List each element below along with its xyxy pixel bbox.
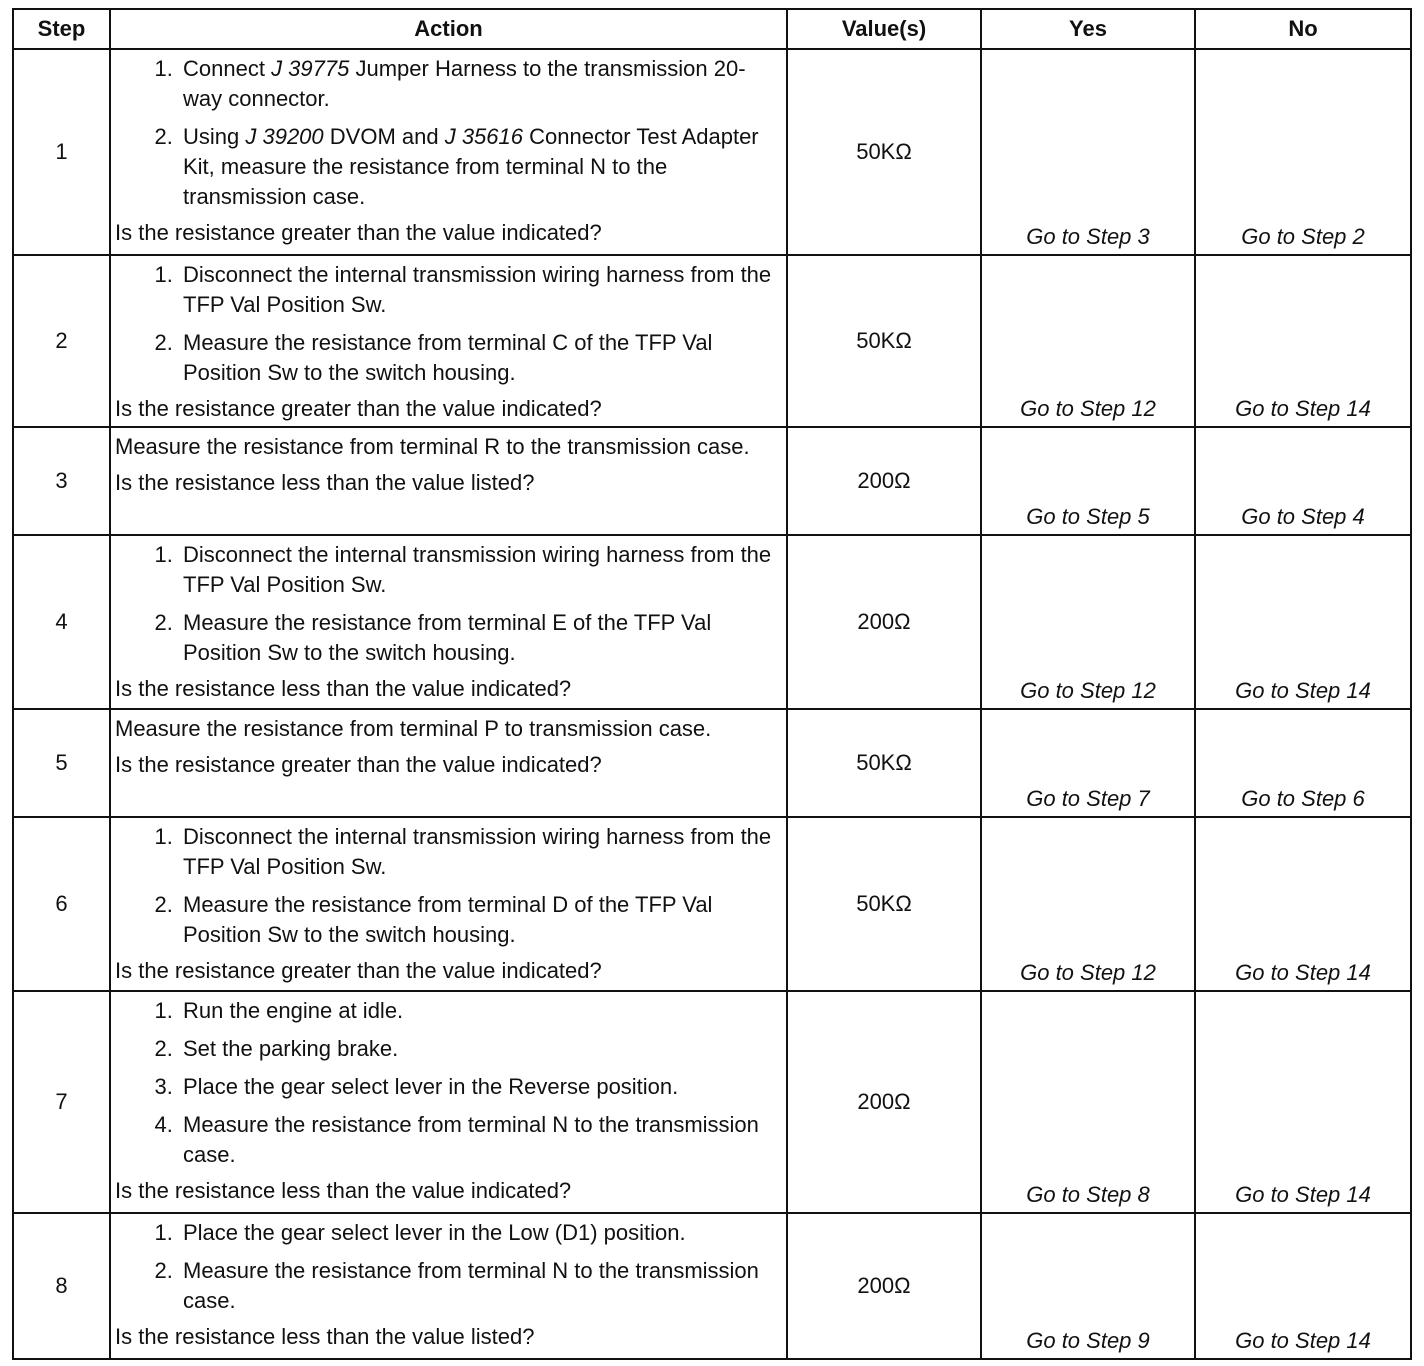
tool-number: J 39775 xyxy=(271,56,350,81)
action-question: Is the resistance less than the value listed? xyxy=(115,1324,535,1349)
value-cell: 50KΩ xyxy=(787,49,981,255)
action-cell xyxy=(110,49,787,255)
value-cell: 200Ω xyxy=(787,427,981,535)
action-cell xyxy=(110,817,787,991)
action-step-text: Connector Test Adapter Kit, measure the resistance from terminal N to the transmission case. xyxy=(183,124,759,209)
table-row xyxy=(13,817,1411,991)
no-cell: Go to Step 14 xyxy=(1195,535,1411,709)
action-steps-list xyxy=(115,540,782,668)
action-question: Is the resistance greater than the value indicated? xyxy=(115,752,602,777)
value-cell: 50KΩ xyxy=(787,255,981,427)
step-number: 2 xyxy=(13,255,110,427)
action-step-text: Using xyxy=(183,124,246,149)
action-cell xyxy=(110,255,787,427)
action-step xyxy=(179,122,782,212)
no-cell: Go to Step 14 xyxy=(1195,991,1411,1213)
action-step-text: Measure the resistance from terminal D of the TFP Val Position Sw to the switch housing. xyxy=(183,892,713,947)
action-step xyxy=(179,54,782,114)
table-row xyxy=(13,991,1411,1213)
table-row xyxy=(13,709,1411,817)
tool-number: J 39200 xyxy=(245,124,324,149)
diagnostic-table-page xyxy=(12,8,1410,1360)
action-step-text: Measure the resistance from terminal N to the transmission case. xyxy=(183,1112,759,1167)
action-steps-list xyxy=(115,996,782,1170)
step-number: 8 xyxy=(13,1213,110,1359)
action-cell xyxy=(110,535,787,709)
action-step xyxy=(179,822,782,882)
value-cell: 50KΩ xyxy=(787,709,981,817)
step-number: 6 xyxy=(13,817,110,991)
action-cell xyxy=(110,427,787,535)
action-step-text: Place the gear select lever in the Low (D1) position. xyxy=(183,1220,686,1245)
action-step-text: Measure the resistance from terminal N to the transmission case. xyxy=(183,1258,759,1313)
action-question: Is the resistance greater than the value indicated? xyxy=(115,220,602,245)
tool-number: J 35616 xyxy=(444,124,523,149)
action-step-text: Measure the resistance from terminal C of the TFP Val Position Sw to the switch housing. xyxy=(183,330,713,385)
table-row xyxy=(13,49,1411,255)
header-value: Value(s) xyxy=(787,9,981,49)
action-step xyxy=(179,260,782,320)
action-cell xyxy=(110,709,787,817)
yes-cell: Go to Step 3 xyxy=(981,49,1195,255)
action-step-text: Connect xyxy=(183,56,272,81)
action-steps-list xyxy=(115,54,782,212)
action-question: Is the resistance greater than the value indicated? xyxy=(115,958,602,983)
header-no: No xyxy=(1195,9,1411,49)
action-step xyxy=(179,1034,782,1064)
step-number: 7 xyxy=(13,991,110,1213)
table-body xyxy=(13,49,1411,1359)
action-step xyxy=(179,996,782,1026)
value-cell: 200Ω xyxy=(787,1213,981,1359)
yes-cell: Go to Step 12 xyxy=(981,535,1195,709)
header-yes: Yes xyxy=(981,9,1195,49)
value-cell: 200Ω xyxy=(787,535,981,709)
table-row xyxy=(13,1213,1411,1359)
diagnostic-table xyxy=(12,8,1412,1360)
action-step-text: Measure the resistance from terminal E of the TFP Val Position Sw to the switch housing. xyxy=(183,610,712,665)
yes-cell: Go to Step 5 xyxy=(981,427,1195,535)
yes-cell: Go to Step 12 xyxy=(981,255,1195,427)
no-cell: Go to Step 6 xyxy=(1195,709,1411,817)
header-step: Step xyxy=(13,9,110,49)
no-cell: Go to Step 14 xyxy=(1195,817,1411,991)
yes-cell: Go to Step 9 xyxy=(981,1213,1195,1359)
action-step xyxy=(179,328,782,388)
yes-cell: Go to Step 12 xyxy=(981,817,1195,991)
table-row xyxy=(13,255,1411,427)
action-step-text: Jumper Harness to the transmission 20-way connector. xyxy=(183,56,746,111)
no-cell: Go to Step 2 xyxy=(1195,49,1411,255)
action-step-text: Disconnect the internal transmission wiring harness from the TFP Val Position Sw. xyxy=(183,542,772,597)
step-number: 5 xyxy=(13,709,110,817)
action-step xyxy=(179,608,782,668)
header-row xyxy=(13,9,1411,49)
action-step xyxy=(179,1072,782,1102)
value-cell: 200Ω xyxy=(787,991,981,1213)
action-step xyxy=(179,540,782,600)
step-number: 3 xyxy=(13,427,110,535)
action-question: Is the resistance less than the value indicated? xyxy=(115,1178,572,1203)
step-number: 1 xyxy=(13,49,110,255)
action-question: Is the resistance less than the value indicated? xyxy=(115,676,572,701)
yes-cell: Go to Step 8 xyxy=(981,991,1195,1213)
table-row xyxy=(13,427,1411,535)
action-step xyxy=(179,1256,782,1316)
action-steps-list xyxy=(115,260,782,388)
action-step-text: Run the engine at idle. xyxy=(183,998,404,1023)
action-step xyxy=(179,1218,782,1248)
no-cell: Go to Step 14 xyxy=(1195,1213,1411,1359)
action-step-text: Place the gear select lever in the Reverse position. xyxy=(183,1074,679,1099)
action-step-text: Disconnect the internal transmission wiring harness from the TFP Val Position Sw. xyxy=(183,262,772,317)
action-step-text: Set the parking brake. xyxy=(183,1036,399,1061)
no-cell: Go to Step 4 xyxy=(1195,427,1411,535)
action-step-text: DVOM and xyxy=(323,124,445,149)
action-cell xyxy=(110,1213,787,1359)
yes-cell: Go to Step 7 xyxy=(981,709,1195,817)
step-number: 4 xyxy=(13,535,110,709)
value-cell: 50KΩ xyxy=(787,817,981,991)
action-text: Measure the resistance from terminal P to transmission case. xyxy=(115,716,712,741)
table-row xyxy=(13,535,1411,709)
action-question: Is the resistance greater than the value indicated? xyxy=(115,396,602,421)
no-cell: Go to Step 14 xyxy=(1195,255,1411,427)
action-cell xyxy=(110,991,787,1213)
action-question: Is the resistance less than the value listed? xyxy=(115,470,535,495)
action-text: Measure the resistance from terminal R to the transmission case. xyxy=(115,434,750,459)
action-step xyxy=(179,890,782,950)
action-step xyxy=(179,1110,782,1170)
action-steps-list xyxy=(115,1218,782,1316)
action-steps-list xyxy=(115,822,782,950)
action-step-text: Disconnect the internal transmission wiring harness from the TFP Val Position Sw. xyxy=(183,824,772,879)
header-action: Action xyxy=(110,9,787,49)
